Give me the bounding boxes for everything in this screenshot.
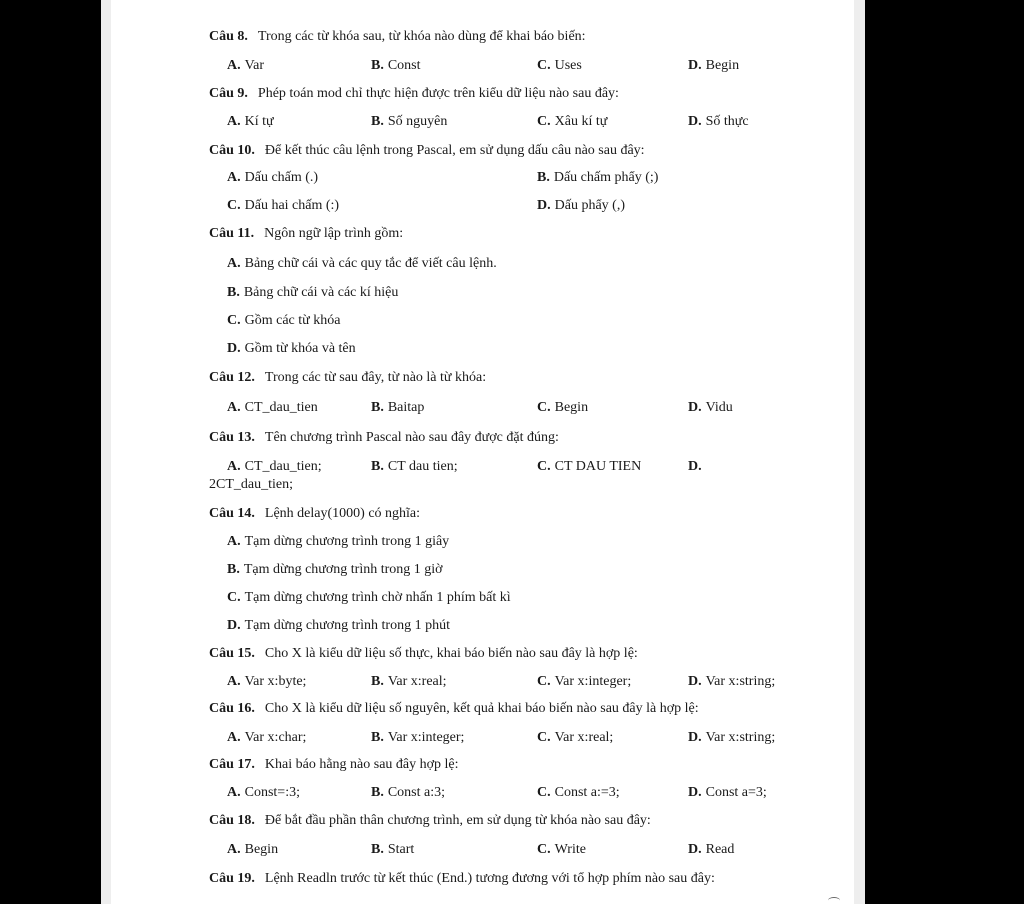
text-label: Begin — [705, 58, 740, 73]
q16-option-a — [227, 730, 306, 746]
option-key: B. — [371, 58, 384, 73]
text-label: Câu 11. — [209, 226, 255, 241]
text-label: Vidu — [705, 400, 733, 415]
text-label: Const a:=3; — [554, 785, 620, 800]
text-label: Start — [387, 842, 415, 857]
text-label: Bảng chữ cái và các quy tắc để viết câu lệnh. — [244, 256, 497, 271]
q13-option-a — [227, 459, 322, 475]
q16-option-c — [537, 730, 613, 746]
text-label: CT dau tien; — [387, 459, 458, 474]
option-key: C. — [537, 785, 551, 800]
option-key: B. — [371, 459, 384, 474]
option-key: D. — [688, 400, 702, 415]
text-label: Câu 8. — [209, 29, 248, 44]
option-key: A. — [227, 674, 241, 689]
text-label: Ngôn ngữ lập trình gồm: — [264, 226, 404, 241]
q16-option-b — [371, 730, 464, 746]
q10-option-d — [537, 198, 625, 214]
text-label: Câu 18. — [209, 813, 255, 828]
option-key: B. — [371, 730, 384, 745]
option-key: C. — [537, 842, 551, 857]
text-label: Read — [705, 842, 735, 857]
text-label: Kí tự — [244, 114, 274, 129]
option-key: D. — [688, 785, 702, 800]
q12-option-b — [371, 400, 424, 416]
option-key: B. — [371, 114, 384, 129]
q11-option-c — [227, 313, 340, 329]
option-key: C. — [537, 730, 551, 745]
text-label: Gồm từ khóa và tên — [244, 341, 356, 356]
text-label: Var x:real; — [387, 674, 447, 689]
q13-option-d-wrap — [209, 477, 293, 493]
text-label: Const=:3; — [244, 785, 300, 800]
option-key: B. — [371, 842, 384, 857]
q8-option-c — [537, 58, 582, 74]
q17-option-a — [227, 785, 300, 801]
option-key: A. — [227, 400, 241, 415]
text-label: Câu 15. — [209, 646, 255, 661]
text-label: Var x:real; — [554, 730, 614, 745]
text-label: Câu 13. — [209, 430, 255, 445]
q11-option-b — [227, 285, 398, 301]
option-key: B. — [371, 674, 384, 689]
option-key: A. — [227, 256, 241, 271]
text-label: Var x:char; — [244, 730, 307, 745]
text-label: Số nguyên — [387, 114, 448, 129]
text-label: Var — [244, 58, 265, 73]
paper-sheet[interactable] — [111, 0, 854, 904]
q15-option-d — [688, 674, 775, 690]
q10-option-a — [227, 170, 318, 186]
q8-option-b — [371, 58, 421, 74]
text-label: Trong các từ sau đây, từ nào là từ khóa: — [264, 370, 487, 385]
question-8 — [209, 29, 586, 45]
q8-option-d — [688, 58, 739, 74]
question-13 — [209, 430, 559, 446]
option-key: A. — [227, 534, 241, 549]
option-key: C. — [537, 58, 551, 73]
q9-option-b — [371, 114, 447, 130]
q14-option-b — [227, 562, 443, 578]
option-key: B. — [371, 400, 384, 415]
text-label: Var x:byte; — [244, 674, 307, 689]
text-label: Write — [554, 842, 586, 857]
q17-option-d — [688, 785, 767, 801]
text-label: Lệnh delay(1000) có nghĩa: — [264, 506, 421, 521]
q15-option-c — [537, 674, 631, 690]
q13-option-d — [688, 459, 706, 475]
option-key: D. — [537, 198, 551, 213]
text-label: Cho X là kiểu dữ liệu số nguyên, kết quả khai báo biến nào sau đây là hợp lệ: — [264, 701, 699, 716]
document-page — [101, 0, 865, 904]
q15-option-b — [371, 674, 447, 690]
text-label: Tạm dừng chương trình trong 1 phút — [244, 618, 450, 633]
text-label: Lệnh Readln trước từ kết thúc (End.) tương đương với tổ hợp phím nào sau đây: — [264, 871, 715, 886]
text-label: Dấu hai chấm (:) — [244, 198, 340, 213]
text-label: Câu 17. — [209, 757, 255, 772]
question-9 — [209, 86, 619, 102]
q18-option-a — [227, 842, 278, 858]
text-label: Const — [387, 58, 421, 73]
option-key: B. — [227, 285, 240, 300]
option-key: D. — [227, 341, 241, 356]
text-label: Câu 9. — [209, 86, 248, 101]
text-label: Cho X là kiểu dữ liệu số thực, khai báo biến nào sau đây là hợp lệ: — [264, 646, 638, 661]
text-label: Var x:string; — [705, 674, 776, 689]
question-15 — [209, 646, 638, 662]
text-label: Tên chương trình Pascal nào sau đây được đặt đúng: — [264, 430, 559, 445]
text-label: Phép toán mod chỉ thực hiện được trên kiểu dữ liệu nào sau đây: — [257, 86, 619, 101]
question-14 — [209, 506, 420, 522]
text-label: Gồm các từ khóa — [244, 313, 341, 328]
q10-option-b — [537, 170, 658, 186]
q16-option-d — [688, 730, 775, 746]
text-label: Const a=3; — [705, 785, 767, 800]
option-key: B. — [371, 785, 384, 800]
q13-option-b — [371, 459, 458, 475]
q9-option-a — [227, 114, 274, 130]
option-key: B. — [227, 562, 240, 577]
option-key: A. — [227, 730, 241, 745]
option-key: D. — [227, 618, 241, 633]
text-label: Câu 10. — [209, 143, 255, 158]
text-label: Câu 16. — [209, 701, 255, 716]
q11-option-a — [227, 256, 497, 272]
option-key: C. — [537, 459, 551, 474]
text-label: Dấu chấm (.) — [244, 170, 319, 185]
q18-option-d — [688, 842, 734, 858]
text-label: Begin — [554, 400, 589, 415]
option-key: D. — [688, 114, 702, 129]
option-key: D. — [688, 842, 702, 857]
text-label: Trong các từ khóa sau, từ khóa nào dùng để khai báo biến: — [257, 29, 586, 44]
text-label: Var x:string; — [705, 730, 776, 745]
q8-option-a — [227, 58, 264, 74]
text-label: Câu 14. — [209, 506, 255, 521]
q14-option-a — [227, 534, 449, 550]
text-label: 2CT_dau_tien; — [209, 477, 293, 492]
text-label: Để bắt đầu phần thân chương trình, em sử dụng từ khóa nào sau đây: — [264, 813, 651, 828]
option-key: A. — [227, 58, 241, 73]
text-label: Uses — [554, 58, 582, 73]
q12-option-d — [688, 400, 733, 416]
text-label: CT_dau_tien — [244, 400, 318, 415]
page-corner-mark — [828, 897, 840, 904]
option-key: A. — [227, 842, 241, 857]
q14-option-c — [227, 590, 511, 606]
question-11 — [209, 226, 403, 242]
option-key: C. — [227, 313, 241, 328]
text-label: Số thực — [705, 114, 749, 129]
q18-option-b — [371, 842, 414, 858]
text-label: Dấu phẩy (,) — [554, 198, 625, 213]
option-key: A. — [227, 459, 241, 474]
text-label: Khai báo hằng nào sau đây hợp lệ: — [264, 757, 459, 772]
q9-option-d — [688, 114, 749, 130]
question-19 — [209, 871, 715, 887]
option-key: D. — [688, 459, 702, 474]
text-label: Xâu kí tự — [554, 114, 608, 129]
q15-option-a — [227, 674, 306, 690]
text-label: Câu 12. — [209, 370, 255, 385]
q12-option-a — [227, 400, 318, 416]
option-key: C. — [537, 114, 551, 129]
q13-option-c — [537, 459, 641, 475]
q12-option-c — [537, 400, 588, 416]
option-key: D. — [688, 674, 702, 689]
text-label: Var x:integer; — [387, 730, 465, 745]
option-key: B. — [537, 170, 550, 185]
q18-option-c — [537, 842, 586, 858]
text-label: Begin — [244, 842, 279, 857]
option-key: D. — [688, 730, 702, 745]
q17-option-b — [371, 785, 445, 801]
text-label: Tạm dừng chương trình trong 1 giờ — [243, 562, 443, 577]
option-key: C. — [227, 198, 241, 213]
text-label: Var x:integer; — [554, 674, 632, 689]
text-label: Const a:3; — [387, 785, 446, 800]
text-label: Câu 19. — [209, 871, 255, 886]
text-label: Tạm dừng chương trình chờ nhấn 1 phím bất kì — [244, 590, 511, 605]
q11-option-d — [227, 341, 356, 357]
q10-option-c — [227, 198, 339, 214]
q9-option-c — [537, 114, 607, 130]
option-key: C. — [537, 400, 551, 415]
text-label: CT DAU TIEN — [554, 459, 642, 474]
question-18 — [209, 813, 651, 829]
text-label: Tạm dừng chương trình trong 1 giây — [244, 534, 450, 549]
question-12 — [209, 370, 486, 386]
question-17 — [209, 757, 459, 773]
text-label: CT_dau_tien; — [244, 459, 322, 474]
question-16 — [209, 701, 699, 717]
question-10 — [209, 143, 645, 159]
q17-option-c — [537, 785, 620, 801]
text-label: Dấu chấm phẩy (;) — [553, 170, 659, 185]
option-key: C. — [537, 674, 551, 689]
option-key: D. — [688, 58, 702, 73]
q14-option-d — [227, 618, 450, 634]
option-key: A. — [227, 114, 241, 129]
option-key: A. — [227, 785, 241, 800]
text-label: Để kết thúc câu lệnh trong Pascal, em sử dụng dấu câu nào sau đây: — [264, 143, 645, 158]
option-key: A. — [227, 170, 241, 185]
text-label: Bảng chữ cái và các kí hiệu — [243, 285, 399, 300]
text-label: Baitap — [387, 400, 425, 415]
option-key: C. — [227, 590, 241, 605]
